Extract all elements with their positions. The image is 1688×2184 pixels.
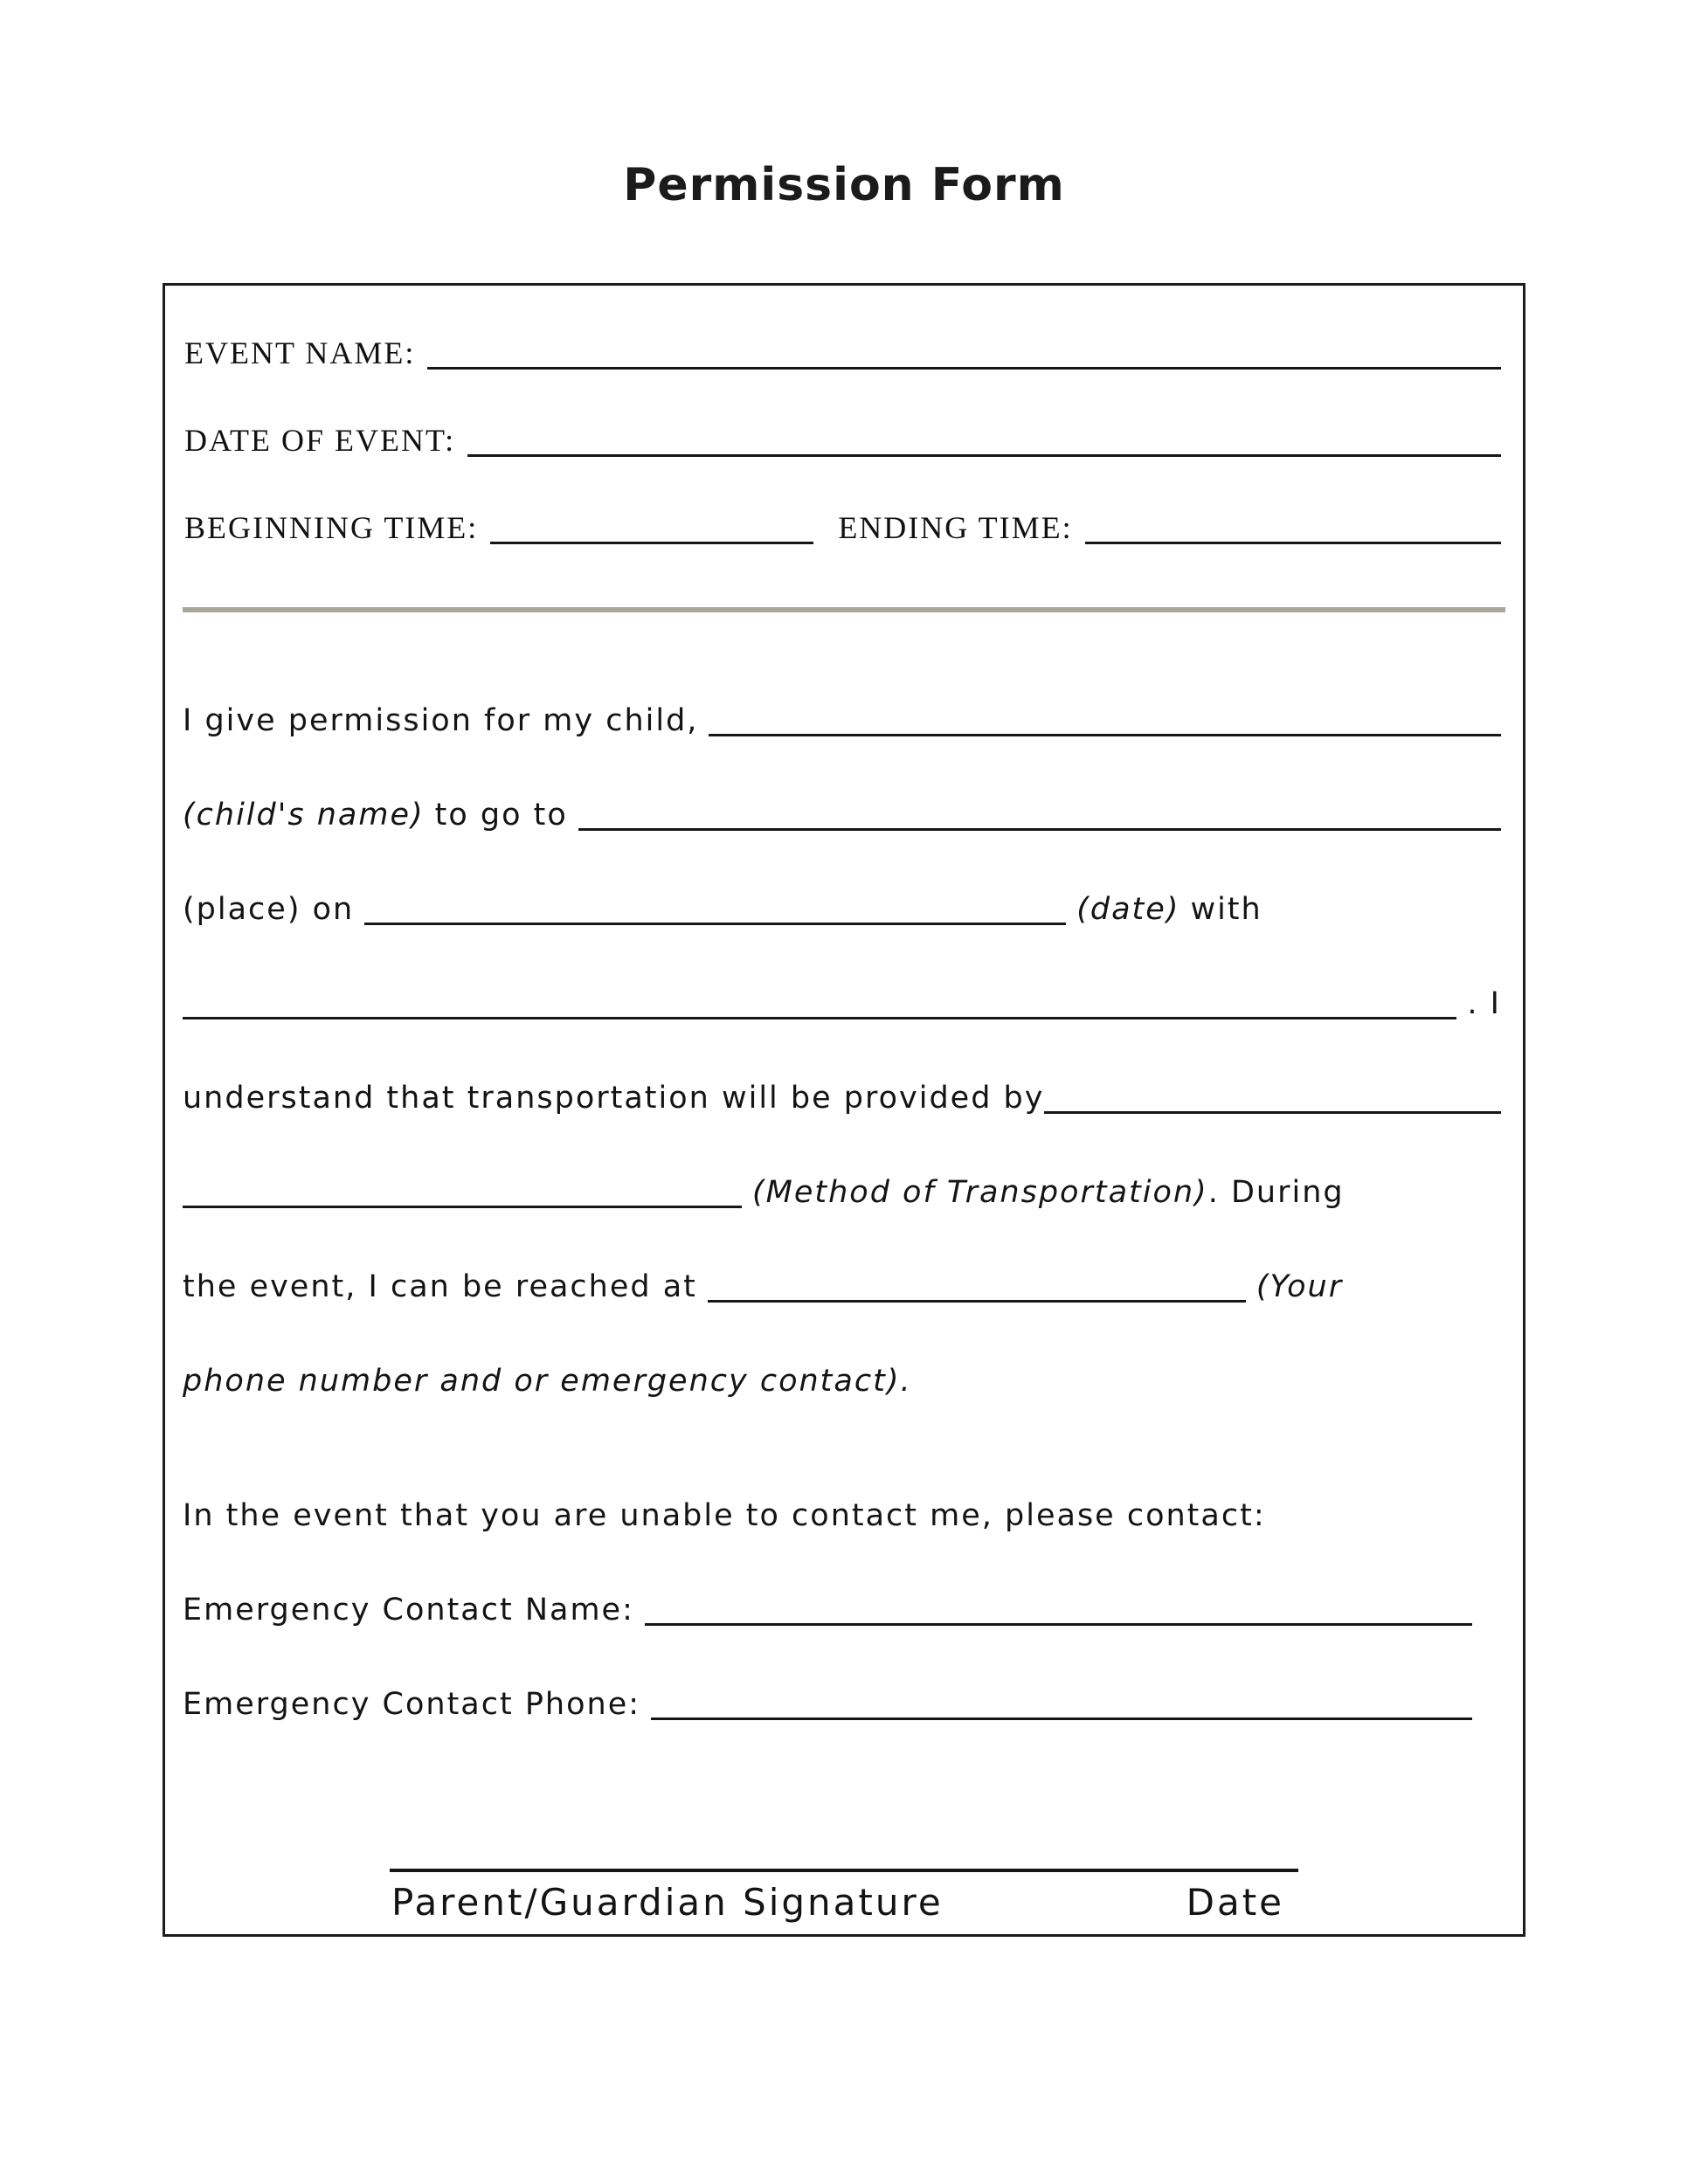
line4-text: . I bbox=[1467, 986, 1501, 1021]
paragraph-line-7 bbox=[183, 1269, 1501, 1364]
transportation-field-1[interactable] bbox=[1044, 1111, 1501, 1114]
child-name-hint: (child's name) bbox=[183, 798, 425, 833]
line6-text: . During bbox=[1207, 1175, 1345, 1210]
emergency-intro-line bbox=[183, 1498, 1501, 1593]
beginning-time-field[interactable] bbox=[490, 542, 813, 544]
emergency-name-row bbox=[183, 1593, 1501, 1687]
phone-hint-end: phone number and or emergency contact). bbox=[183, 1364, 912, 1399]
signature-line[interactable] bbox=[390, 1869, 1298, 1927]
paragraph-line-8 bbox=[183, 1364, 1501, 1458]
line3-text: (place) on bbox=[183, 892, 355, 927]
signature-label: Parent/Guardian Signature bbox=[391, 1881, 944, 1924]
date-hint: (date) bbox=[1076, 892, 1180, 927]
line1-text: I give permission for my child, bbox=[183, 703, 699, 738]
line7-text: the event, I can be reached at bbox=[183, 1269, 697, 1304]
permission-paragraph bbox=[165, 612, 1523, 1781]
emergency-phone-label: Emergency Contact Phone: bbox=[183, 1687, 641, 1722]
emergency-name-field[interactable] bbox=[645, 1623, 1472, 1626]
event-name-row bbox=[184, 335, 1501, 422]
line5-text: understand that transportation will be provided by bbox=[183, 1081, 1045, 1116]
page-title: Permission Form bbox=[623, 159, 1065, 211]
child-name-field[interactable] bbox=[709, 734, 1501, 736]
paragraph-line-4 bbox=[183, 986, 1501, 1081]
emergency-phone-field[interactable] bbox=[651, 1717, 1472, 1720]
date-of-event-label: DATE OF EVENT: bbox=[184, 423, 456, 458]
header-fields-section bbox=[165, 286, 1523, 597]
paragraph-line-5 bbox=[183, 1081, 1501, 1175]
signature-section bbox=[165, 1869, 1523, 1927]
date-field[interactable] bbox=[364, 923, 1066, 925]
reached-at-field[interactable] bbox=[708, 1300, 1246, 1303]
date-label: Date bbox=[1186, 1881, 1284, 1924]
chaperone-field[interactable] bbox=[183, 1017, 1456, 1019]
date-of-event-row bbox=[184, 422, 1501, 509]
signature-labels bbox=[391, 1881, 1284, 1924]
paragraph-line-1 bbox=[183, 703, 1501, 798]
paragraph-line-6 bbox=[183, 1175, 1501, 1269]
place-field[interactable] bbox=[578, 828, 1501, 831]
beginning-time-label: BEGINNING TIME: bbox=[184, 510, 479, 545]
ending-time-field[interactable] bbox=[1085, 542, 1501, 544]
phone-hint-start: (Your bbox=[1256, 1269, 1344, 1304]
line3-text2: with bbox=[1190, 892, 1263, 927]
emergency-phone-row bbox=[183, 1687, 1501, 1781]
date-of-event-field[interactable] bbox=[467, 454, 1501, 457]
line2-text: to go to bbox=[434, 798, 568, 833]
transportation-hint: (Method of Transportation) bbox=[752, 1175, 1208, 1210]
emergency-intro-text: In the event that you are unable to contact me, please contact: bbox=[183, 1498, 1266, 1533]
emergency-name-label: Emergency Contact Name: bbox=[183, 1593, 634, 1628]
ending-time-label: ENDING TIME: bbox=[838, 510, 1073, 545]
form-box bbox=[163, 283, 1525, 1937]
paragraph-line-2 bbox=[183, 798, 1501, 892]
event-name-field[interactable] bbox=[427, 367, 1501, 370]
transportation-field-2[interactable] bbox=[183, 1206, 742, 1208]
times-row bbox=[184, 509, 1501, 597]
paragraph-line-3 bbox=[183, 892, 1501, 986]
event-name-label: EVENT NAME: bbox=[184, 335, 416, 370]
